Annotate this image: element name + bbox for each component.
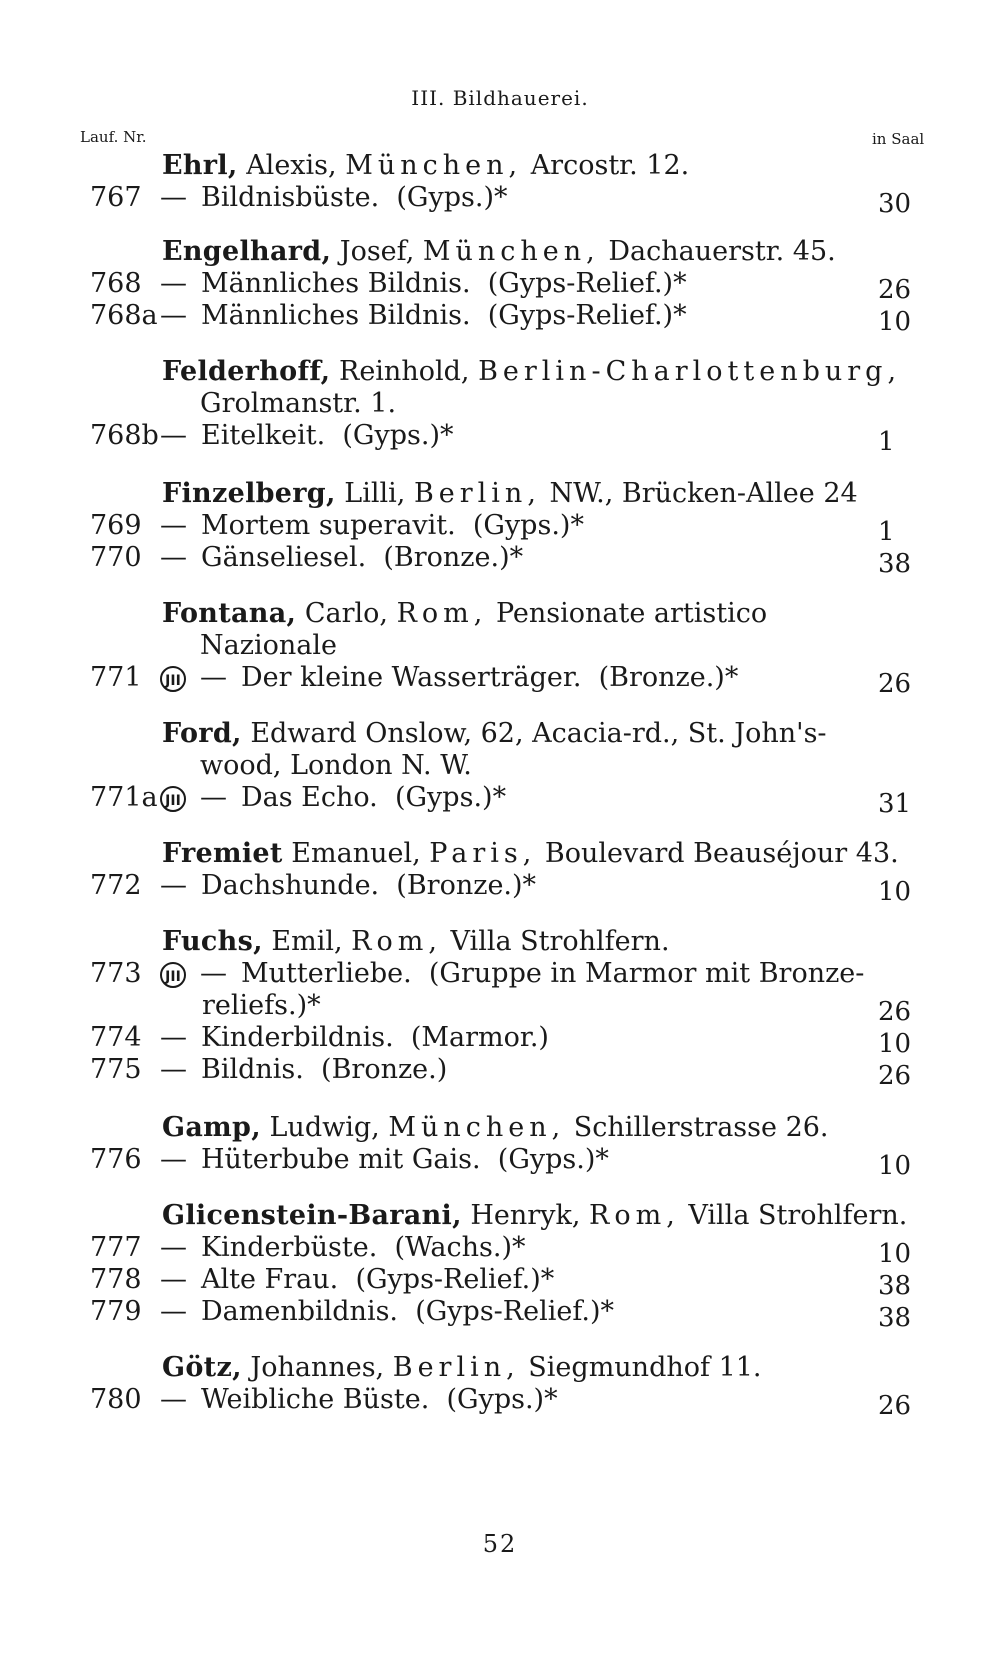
- work-line: [160, 662, 738, 694]
- artist-city: Rom,: [589, 1200, 680, 1231]
- artist-line: [162, 718, 827, 750]
- room-number: 26: [878, 997, 912, 1027]
- work-material: (Gyps.)*: [472, 510, 584, 541]
- artist-line: [162, 838, 899, 870]
- catalog-number: 771: [90, 662, 142, 693]
- work-title: Damenbildnis.: [201, 1296, 399, 1327]
- catalog-number: 768b: [90, 420, 159, 451]
- artist-name: Gamp,: [162, 1112, 261, 1143]
- work-material: (Bronze.)*: [396, 870, 537, 901]
- work-material: (Gyps-Relief.)*: [355, 1264, 555, 1295]
- column-header-room: in Saal: [872, 130, 925, 148]
- catalog-number: 772: [90, 870, 142, 901]
- dash: —: [160, 268, 187, 299]
- work-material: (Gyps.)*: [446, 1384, 558, 1415]
- catalog-number: 779: [90, 1296, 142, 1327]
- artist-address: NW., Brücken-Allee 24: [549, 478, 858, 509]
- artist-address: Villa Strohlfern.: [450, 926, 670, 957]
- dash: —: [200, 958, 227, 989]
- room-number: 26: [878, 1061, 912, 1091]
- room-number: 10: [878, 877, 912, 907]
- dash: —: [160, 510, 187, 541]
- artist-address: Pensionate artistico: [495, 598, 768, 629]
- artist-city: München,: [345, 150, 523, 181]
- jury-mark-icon: JII: [160, 786, 186, 812]
- artist-address: Dachauerstr. 45.: [608, 236, 836, 267]
- work-title: Mutterliebe.: [241, 958, 412, 989]
- dash: —: [200, 782, 227, 813]
- work-material: (Wachs.)*: [394, 1232, 526, 1263]
- work-line: [160, 1264, 554, 1296]
- artist-line: [162, 1200, 907, 1232]
- dash: —: [200, 662, 227, 693]
- catalog-number: 778: [90, 1264, 142, 1295]
- room-number: 1: [878, 427, 895, 457]
- work-line: [160, 1144, 609, 1176]
- work-line: [160, 958, 864, 990]
- catalog-number: 767: [90, 182, 142, 213]
- work-material: (Bronze.)*: [598, 662, 739, 693]
- artist-name: Glicenstein-Barani,: [162, 1200, 462, 1231]
- work-line: [160, 1054, 447, 1086]
- artist-line: [162, 478, 858, 510]
- work-material: (Gyps.)*: [497, 1144, 609, 1175]
- work-title: Weibliche Büste.: [201, 1384, 430, 1415]
- artist-address-continued: wood, London N. W.: [200, 750, 472, 781]
- work-title: Das Echo.: [241, 782, 378, 813]
- work-title: Der kleine Wasserträger.: [241, 662, 582, 693]
- room-number: 10: [878, 1239, 912, 1269]
- work-material: (Gyps-Relief.)*: [487, 268, 687, 299]
- catalog-number: 780: [90, 1384, 142, 1415]
- work-line: [160, 542, 523, 574]
- work-line: [160, 1296, 614, 1328]
- room-number: 10: [878, 1029, 912, 1059]
- room-number: 10: [878, 307, 912, 337]
- artist-address-continued: Nazionale: [200, 630, 337, 661]
- room-number: 38: [878, 1271, 912, 1301]
- dash: —: [160, 542, 187, 573]
- jury-mark-icon: JII: [160, 666, 186, 692]
- work-line: [202, 990, 321, 1022]
- room-number: 38: [878, 1303, 912, 1333]
- artist-city: Rom,: [351, 926, 442, 957]
- work-line: [160, 1384, 558, 1416]
- work-title: Eitelkeit.: [201, 420, 326, 451]
- dash: —: [160, 1296, 187, 1327]
- work-title: Männliches Bildnis.: [201, 300, 471, 331]
- artist-line: [162, 236, 836, 268]
- artist-line: [162, 1112, 829, 1144]
- work-material: (Bronze.): [321, 1054, 448, 1085]
- page-number: 52: [482, 1530, 518, 1558]
- artist-address: Villa Strohlfern.: [688, 1200, 908, 1231]
- work-title: Gänseliesel.: [201, 542, 367, 573]
- artist-name: Götz,: [162, 1352, 242, 1383]
- artist-line: [162, 926, 670, 958]
- work-line: [160, 1232, 526, 1264]
- artist-city: Rom,: [396, 598, 488, 629]
- artist-address: Siegmundhof 11.: [528, 1352, 762, 1383]
- artist-city: Berlin-Charlottenburg,: [478, 356, 902, 387]
- work-line: [160, 420, 454, 452]
- artist-name: Fontana,: [162, 598, 297, 629]
- work-title: Bildnis.: [201, 1054, 304, 1085]
- dash: —: [160, 870, 187, 901]
- catalog-number: 776: [90, 1144, 142, 1175]
- running-head: III. Bildhauerei.: [411, 86, 589, 110]
- artist-name: Finzelberg,: [162, 478, 336, 509]
- artist-firstname: Henryk,: [470, 1200, 581, 1231]
- room-number: 26: [878, 1391, 912, 1421]
- dash: —: [160, 420, 187, 451]
- catalog-number: 770: [90, 542, 142, 573]
- room-number: 10: [878, 1151, 912, 1181]
- catalog-number: 768a: [90, 300, 158, 331]
- work-line: [160, 182, 508, 214]
- column-header-number: Lauf. Nr.: [80, 128, 147, 146]
- jury-mark-icon: JII: [160, 962, 186, 988]
- catalog-number: 773: [90, 958, 142, 989]
- artist-name: Ehrl,: [162, 150, 238, 181]
- work-title: Kinderbildnis.: [201, 1022, 394, 1053]
- artist-firstname: Josef,: [339, 236, 415, 267]
- dash: —: [160, 182, 187, 213]
- artist-name: Engelhard,: [162, 236, 332, 267]
- artist-firstname: Emil,: [271, 926, 343, 957]
- room-number: 26: [878, 669, 912, 699]
- work-material: (Marmor.): [410, 1022, 549, 1053]
- room-number: 31: [878, 789, 912, 819]
- work-material: (Gyps-Relief.)*: [415, 1296, 615, 1327]
- artist-firstname: Lilli,: [344, 478, 406, 509]
- artist-city: Berlin,: [413, 478, 541, 509]
- artist-line: [162, 150, 689, 182]
- artist-firstname: Reinhold,: [338, 356, 470, 387]
- work-material: (Gyps-Relief.)*: [487, 300, 687, 331]
- work-material: (Gruppe in Marmor mit Bronze-: [428, 958, 865, 989]
- artist-line: [162, 598, 767, 630]
- artist-address: Boulevard Beauséjour 43.: [544, 838, 899, 869]
- artist-firstname: Alexis,: [246, 150, 337, 181]
- artist-name: Fuchs,: [162, 926, 263, 957]
- work-title: Männliches Bildnis.: [201, 268, 471, 299]
- artist-city: Paris,: [429, 838, 537, 869]
- artist-name: Ford,: [162, 718, 242, 749]
- work-title: Dachshunde.: [201, 870, 380, 901]
- artist-name: Felderhoff,: [162, 356, 331, 387]
- dash: —: [160, 1384, 187, 1415]
- work-title: reliefs.)*: [202, 990, 321, 1021]
- work-line: [160, 782, 506, 814]
- catalog-number: 777: [90, 1232, 142, 1263]
- work-line: [160, 510, 584, 542]
- artist-firstname: Johannes,: [250, 1352, 385, 1383]
- work-line: [160, 268, 687, 300]
- work-title: Kinderbüste.: [201, 1232, 378, 1263]
- work-title: Alte Frau.: [201, 1264, 339, 1295]
- work-title: Bildnisbüste.: [201, 182, 380, 213]
- work-line: [160, 870, 536, 902]
- artist-line: [162, 356, 901, 388]
- catalog-number: 769: [90, 510, 142, 541]
- work-material: (Gyps.)*: [342, 420, 454, 451]
- catalog-number: 768: [90, 268, 142, 299]
- work-line: [160, 1022, 549, 1054]
- artist-city: München,: [388, 1112, 566, 1143]
- artist-city: Berlin,: [392, 1352, 520, 1383]
- artist-address: Arcostr. 12.: [530, 150, 690, 181]
- dash: —: [160, 1144, 187, 1175]
- room-number: 1: [878, 517, 895, 547]
- room-number: 26: [878, 275, 912, 305]
- artist-line: [162, 1352, 762, 1384]
- catalog-number: 771a: [90, 782, 158, 813]
- dash: —: [160, 1054, 187, 1085]
- work-title: Hüterbube mit Gais.: [201, 1144, 481, 1175]
- room-number: 38: [878, 549, 912, 579]
- artist-address-continued: Grolmanstr. 1.: [200, 388, 397, 419]
- dash: —: [160, 1264, 187, 1295]
- dash: —: [160, 1022, 187, 1053]
- work-line: [160, 300, 687, 332]
- artist-name: Fremiet: [162, 838, 283, 869]
- work-material: (Bronze.)*: [383, 542, 524, 573]
- work-title: Mortem superavit.: [201, 510, 456, 541]
- artist-address: Schillerstrasse 26.: [573, 1112, 829, 1143]
- artist-firstname: Edward Onslow, 62, Acacia-rd., St. John's-: [250, 718, 827, 749]
- artist-city: München,: [422, 236, 600, 267]
- artist-firstname: Ludwig,: [269, 1112, 380, 1143]
- catalog-number: 775: [90, 1054, 142, 1085]
- artist-firstname: Carlo,: [304, 598, 388, 629]
- work-material: (Gyps.)*: [394, 782, 507, 813]
- catalog-number: 774: [90, 1022, 142, 1053]
- dash: —: [160, 300, 187, 331]
- artist-firstname: Emanuel,: [291, 838, 421, 869]
- room-number: 30: [878, 189, 912, 219]
- work-material: (Gyps.)*: [396, 182, 508, 213]
- dash: —: [160, 1232, 187, 1263]
